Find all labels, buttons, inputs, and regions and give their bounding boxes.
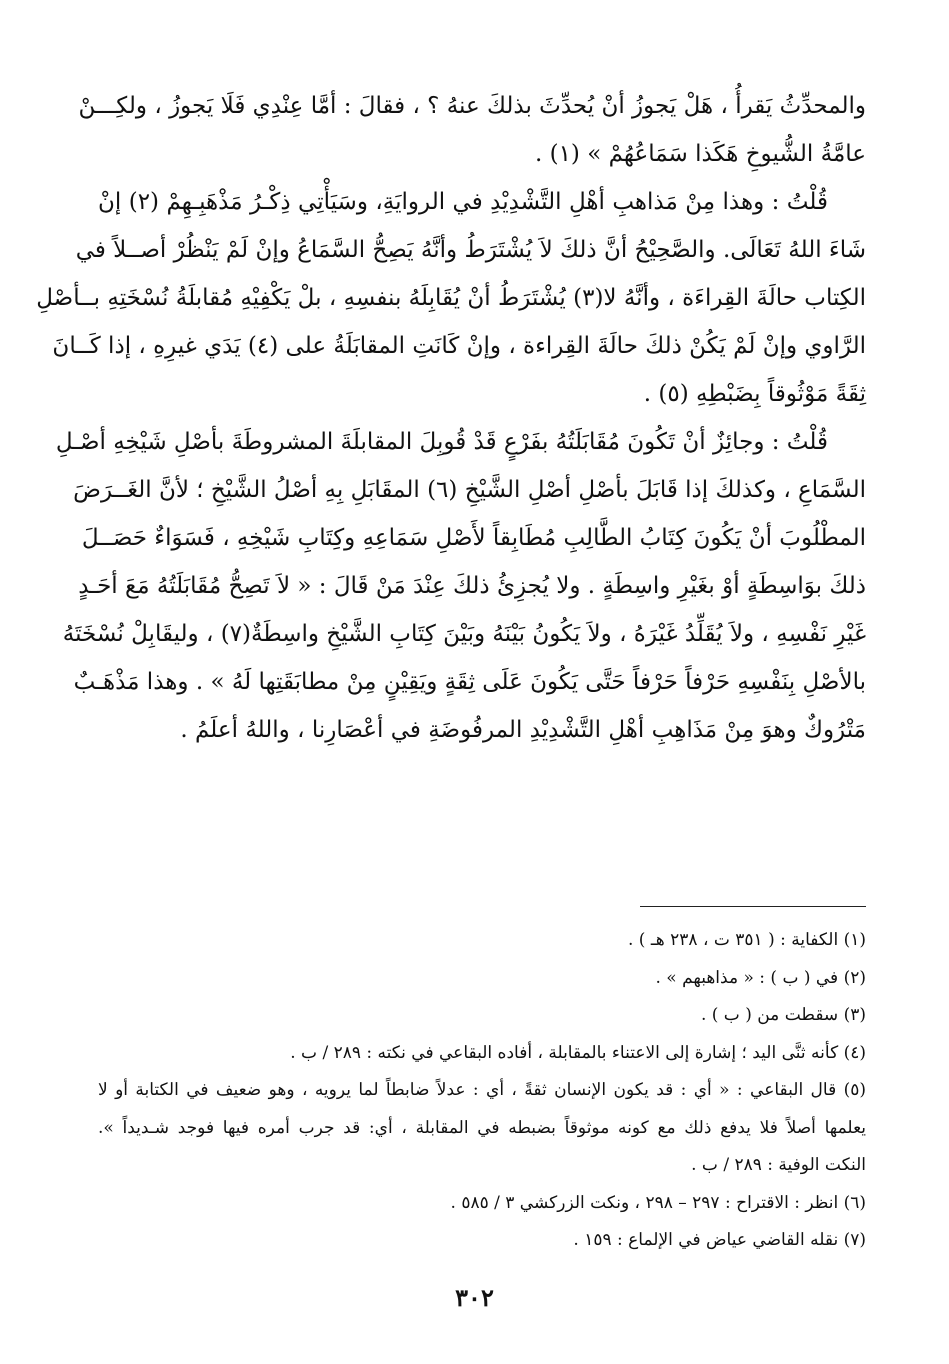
main-text bbox=[36, 82, 866, 754]
footnote-7: (٧) نقله القاضي عياض في الإلماع : ١٥٩ . bbox=[573, 1230, 866, 1250]
text-line-5: الكِتاب حالَةَ القِراءَة ، وأنَّهُ لا(٣) يُشْتَرَطُ أنْ يُقَابِلَهُ بنفسِهِ ، بلْ يَكْفِيْهِ مُقابلَةُ نُسْخَتِهِ بــأصْلِ bbox=[36, 285, 866, 311]
footnote-5-source: النكت الوفية : ٢٨٩ / ب . bbox=[691, 1155, 866, 1175]
text-line-1: والمحدِّثُ يَقرأُ ، هَلْ يَجوزُ أنْ يُحدِّثَ بذلكَ عنهُ ؟ ، فقالَ : أمَّا عِنْدِي فَلَا يَجوزُ ، ولكِـــنْ bbox=[78, 93, 866, 119]
footnote-3: (٣) سقطت من ( ب ) . bbox=[700, 1005, 866, 1025]
text-line-2: عامَّةُ الشُّيوخِ هَكَذا سَمَاعُهُمْ » (١) . bbox=[534, 141, 866, 167]
text-line-7: ثِقَةً مَوْثُوقاً بِضَبْطِهِ (٥) . bbox=[643, 381, 866, 407]
footnote-5: (٥) قال البقاعي : « أي : قد يكون الإنسان ثقةً ، أي : عدلاً ضابطاً لما يرويه ، وهو ضعيف في الكتابة أو لا bbox=[98, 1080, 866, 1100]
page-number: ٣٠٢ bbox=[455, 1283, 494, 1312]
footnote-5-continued: يعلمها أصلاً فلا يدفع ذلك مع كونه موثوقاً بضبطه في المقابلة ، أي: قد جرب أمره فيها فوجد شـديداً ». bbox=[98, 1117, 866, 1138]
footnote-2: (٢) في ( ب ) : « مذاهبهم » . bbox=[655, 967, 866, 988]
text-line-8: قُلْتُ : وجائِزٌ أنْ تَكُونَ مُقَابَلَتُهُ بفَرْعٍ قَدْ قُوبِلَ المقابلَةَ المشروطَةَ بأصْلِ شَيْخِهِ أصْـلِ bbox=[55, 429, 828, 455]
footnote-4: (٤) كأنه ثنَّى اليد ؛ إشارة إلى الاعتناء بالمقابلة ، أفاده البقاعي في نكته : ٢٨٩ / ب . bbox=[290, 1042, 866, 1063]
text-line-13: بالأصْلِ بِنَفْسِهِ حَرْفاً حَرْفاً حَتَّى يَكُونَ عَلَى ثِقَةٍ ويَقِيْنٍ مِنْ مطابَقَتِها لَهُ » . وهذا مَذْهَـبٌ bbox=[73, 669, 866, 695]
text-line-14: مَتْرُوكٌ وهوَ مِنْ مَذَاهِبِ أهْلِ التَّشْدِيْدِ المرفُوضَةِ في أعْصَارِنا ، واللهُ أعلَمُ . bbox=[180, 717, 866, 743]
text-line-11: ذلكَ بوَاسِطَةٍ أوْ بغَيْرِ واسِطَةٍ . ولا يُجزِئُ ذلكَ عِنْدَ مَنْ قَالَ : « لاَ تَصِحُّ مُقَابَلَتُهُ مَعَ أحَـدٍ bbox=[78, 573, 866, 599]
footnote-6: (٦) انظر : الاقتراح : ٢٩٧ – ٢٩٨ ، ونكت الزركشي ٣ / ٥٨٥ . bbox=[450, 1192, 866, 1213]
footnotes bbox=[98, 922, 866, 1260]
text-line-12: غَيْرِ نَفْسِهِ ، ولاَ يُقَلِّدُ غَيْرَهُ ، ولاَ يَكُونُ بَيْنَهُ وبَيْنَ كِتَابِ الشَّيْخِ واسِطَةٌ(٧) ، وليقَابِلْ نُسْخَتَهُ bbox=[62, 621, 866, 647]
text-line-9: السَّمَاعِ ، وكذلكَ إذا قَابَلَ بأصْلِ أصْلِ الشَّيْخِ (٦) المقَابَلِ بِهِ أصْلُ الشَّيْخِ ؛ لأنَّ الغَــرَضَ bbox=[73, 477, 866, 503]
footnote-1: (١) الكفاية : ( ٣٥١ ت ، ٢٣٨ هـ ) . bbox=[627, 930, 866, 950]
text-line-4: شَاءَ اللهُ تَعَالَى. والصَّحِيْحُ أنَّ ذلكَ لاَ يُشْتَرَطُ وأنَّهُ يَصِحُّ السَّمَاعُ وإنْ لَمْ يَنْظُرْ أصــلاً في bbox=[75, 237, 866, 263]
footnote-divider bbox=[640, 906, 866, 907]
text-line-10: المطْلُوبَ أنْ يَكُونَ كِتَابُ الطَّالِبِ مُطَابِقاً لأَصْلِ سَمَاعِهِ وكِتَابِ شَيْخِهِ ، فَسَوَاءٌ حَصَــلَ bbox=[81, 525, 866, 551]
text-line-6: الرَّاوي وإنْ لَمْ يَكُنْ ذلكَ حالَةَ القِراءة ، وإنْ كَانَتِ المقابَلَةُ على (٤) يَدَي غيرِهِ ، إذا كَــانَ bbox=[52, 333, 866, 359]
text-line-3: قُلْتُ : وهذا مِنْ مَذاهبِ أهْلِ التَّشْدِيْدِ في الروايَةِ، وسَيَأْتِي ذِكْـرُ مَذْهَبِـهِمْ (٢) إنْ bbox=[98, 189, 828, 215]
